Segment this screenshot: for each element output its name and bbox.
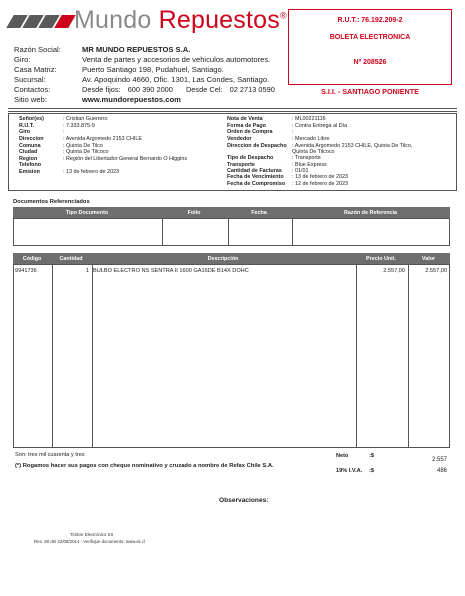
cel-value: 02 2713 0590	[229, 85, 275, 94]
customer-value: : Quinta De Tilco	[63, 143, 103, 149]
order-value: : 01/01	[292, 168, 309, 174]
order-value: : Avenida Argomedo 2153 CHILE, Quinta De Tilco,	[292, 143, 413, 149]
casa-matriz-label: Casa Matriz:	[14, 65, 57, 74]
customer-value: : 13 de febrero de 2023	[63, 169, 120, 175]
brand-name-mundo: Mundo	[74, 6, 152, 34]
giro-label: Giro:	[14, 55, 31, 64]
customer-label: Ciudad	[19, 149, 38, 155]
payment-notice: (*) Rogamos hacer sus pagos con cheque nominativo y cruzado a nombre de Refax Chile S.A.	[15, 463, 274, 469]
order-label: Fecha de Vencimiento	[227, 174, 284, 180]
iva-value: 486	[436, 468, 447, 474]
fijos-label: Desde fijos:	[82, 85, 121, 94]
order-label: Nota de Venta	[227, 116, 263, 122]
rut-box	[288, 9, 452, 85]
item-desc: BULBO ELECTRO NS SENTRA II 1600 GA16DE B14X DOHC	[93, 268, 249, 274]
item-price: 2.557,00	[383, 268, 405, 274]
order-label: Forma de Pago	[227, 123, 266, 129]
ref-col-folio: Folio	[187, 209, 201, 216]
order-value: : Contra Entrega al Día	[292, 123, 348, 129]
references-title: Documentos Referenciados	[13, 199, 90, 205]
fijos-value: 600 390 2000	[127, 85, 173, 94]
ref-col-razon: Razón de Referencia	[343, 209, 398, 216]
customer-value: :	[63, 129, 65, 135]
order-value: : 13 de febrero de 2023	[292, 174, 349, 180]
brand-name-repuestos: Repuestos	[158, 6, 280, 34]
order-label: Transporte	[227, 162, 255, 168]
neto-label: Neto	[336, 453, 349, 459]
items-header	[13, 253, 450, 264]
observaciones-label: Observaciones:	[219, 497, 269, 504]
doc-number: Nº 208526	[353, 59, 387, 66]
giro-value: Venta de partes y accesorios de vehiculos automotores.	[82, 55, 271, 64]
item-value: 2.557,00	[425, 268, 447, 274]
col-valor: Valor	[421, 255, 436, 262]
order-value: : ML00221116	[292, 116, 326, 122]
order-value: : Blue Express	[292, 162, 327, 168]
order-label: Vendedor	[227, 136, 252, 142]
items-body	[13, 264, 450, 448]
customer-value: : Cristian Guerrero	[63, 116, 108, 122]
neto-currency: :$	[369, 453, 374, 459]
ref-col-tipo: Tipo Documento	[65, 209, 109, 216]
customer-value: : Región del Libertador General Bernardo O Higgins	[63, 156, 188, 162]
web-value[interactable]: www.mundorepuestos.com	[82, 95, 181, 104]
contactos-label: Contactos:	[14, 85, 51, 94]
contactos-row	[82, 85, 280, 94]
col-precio: Precio Unit.	[366, 255, 396, 262]
razon-label: Razón Social:	[14, 45, 61, 54]
customer-value: : Quinta De Tilcoco	[63, 149, 109, 155]
col-codigo: Código	[22, 255, 42, 262]
customer-label: Telefono	[19, 162, 42, 168]
customer-value: : Avenida Argomedo 2153 CHILE	[63, 136, 143, 142]
doc-type: BOLETA ELECTRONICA	[329, 34, 411, 41]
col-cantidad: Cantidad	[59, 255, 83, 262]
order-label: Direccion de Despacho	[227, 143, 287, 149]
references-body	[13, 218, 450, 246]
item-qty: 1	[85, 268, 89, 274]
timbre-title: Timbre Electrónico SII	[70, 532, 114, 537]
customer-label: R.U.T.	[19, 123, 34, 129]
customer-label: Comuna	[19, 143, 41, 149]
order-value: : Mercado Libre	[292, 136, 330, 142]
timbre-resolution: Res. 80 del 22/08/2014 - Verifique documento: www.sii.cl	[34, 539, 145, 544]
order-value: : 12 de febrero de 2023	[292, 181, 349, 187]
order-label: Orden de Compra	[227, 129, 273, 135]
customer-label: Giro	[19, 129, 31, 135]
order-value: Quinta De Tilcoco	[292, 149, 335, 155]
amount-in-words: Son: tres mil cuarenta y tres	[15, 452, 85, 458]
sucursal-label: Sucursal:	[14, 75, 46, 84]
sii-office: S.I.I. - SANTIAGO PONIENTE	[321, 87, 419, 96]
divider	[8, 108, 457, 109]
customer-label: Direccion	[19, 136, 44, 142]
iva-label: 19% I.V.A.	[336, 468, 363, 474]
registered-mark: ®	[279, 10, 287, 21]
order-value: : Transporte	[292, 155, 321, 161]
rut-text: R.U.T.: 76.192.209-2	[337, 17, 403, 24]
customer-label: Señor(es)	[19, 116, 44, 122]
customer-value: : 7.333.875-9	[63, 123, 95, 129]
col-descripcion: Descripción	[207, 255, 239, 262]
order-label: Tipo de Despacho	[227, 155, 274, 161]
ref-col-fecha: Fecha	[251, 209, 267, 216]
iva-currency: :$	[369, 468, 374, 474]
cel-label: Desde Cel:	[185, 85, 223, 94]
brand-logo-marks	[10, 15, 72, 28]
brand-logo	[74, 6, 287, 35]
web-label: Sitio web:	[14, 95, 47, 104]
sucursal-value: Av. Apoquindo 4660, Ofic. 1301, Las Condes, Santiago.	[82, 75, 270, 84]
item-code: 9941736	[15, 268, 37, 274]
divider	[8, 111, 457, 112]
neto-value: 2.557	[431, 457, 447, 463]
order-label: Fecha de Compromiso	[227, 181, 286, 187]
razon-value: MR MUNDO REPUESTOS S.A.	[82, 45, 191, 54]
casa-matriz-value: Puerto Santiago 198, Pudahuel, Santiago.	[82, 65, 224, 74]
customer-label: Emision	[19, 169, 40, 175]
order-value: :	[292, 129, 294, 135]
customer-label: Region	[19, 156, 38, 162]
references-header	[13, 207, 450, 218]
order-label: Cantidad de Facturas	[227, 168, 282, 174]
